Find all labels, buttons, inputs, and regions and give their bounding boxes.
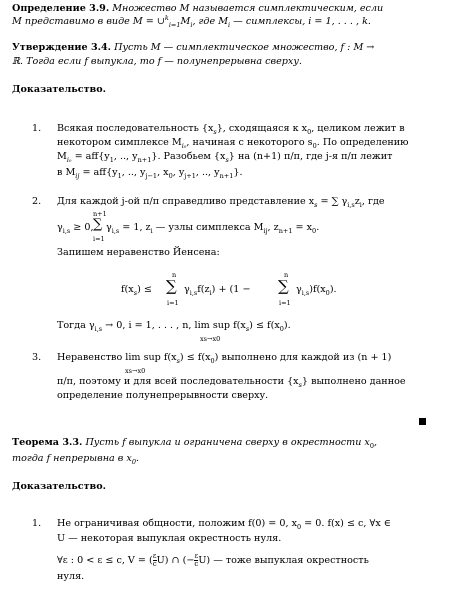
theorem-3-3-line-1 xyxy=(12,437,377,449)
item-text: = 1, z xyxy=(119,222,151,233)
sum-sign: ∑ xyxy=(93,217,103,232)
item-sub: i,s xyxy=(62,226,71,235)
item-sub: n+1 xyxy=(219,171,234,180)
item-sub: ij xyxy=(75,171,80,180)
item-text: = 0. f(x) ≤ c, ∀x ∈ xyxy=(301,518,391,529)
statement-text: Пусть M — симплектическое множество, f : M → xyxy=(114,42,375,53)
formula-text: ). xyxy=(329,284,337,295)
item-text: }. Разобьем {x xyxy=(151,151,226,162)
item-4-line-2: U — некоторая выпуклая окрестность нуля. xyxy=(57,533,282,544)
item-2-line-2b xyxy=(106,222,319,234)
sum-sign: ∑ xyxy=(166,277,177,295)
jensen-formula-part-a xyxy=(121,284,152,296)
item-2-line-4 xyxy=(57,320,291,332)
item-sub: i₀ xyxy=(181,141,187,150)
item-text: ) ≤ f(x xyxy=(179,352,211,363)
fraction-numerator: ε xyxy=(152,552,157,560)
item-text: = x xyxy=(292,222,313,233)
item-text: = aff{y xyxy=(79,167,118,178)
theorem-sub: 0 xyxy=(131,457,136,466)
item-text: = ∑ γ xyxy=(317,196,348,207)
item-sub: 0 xyxy=(312,141,317,150)
theorem-text: Пусть f выпукла и ограничена сверху в окрестности x xyxy=(85,437,370,448)
item-sub: i,s xyxy=(94,324,103,333)
item-text: ) ≤ f(x xyxy=(249,320,280,331)
sum-upper-limit: n+1 xyxy=(93,210,107,218)
item-text: , z xyxy=(267,222,279,233)
statement-3-4-line-2: ℝ. Тогда если f выпукла, то f — полунепрерывна сверху. xyxy=(12,56,302,67)
item-text: z xyxy=(354,196,360,207)
item-text: . По определению xyxy=(316,137,409,148)
sum-upper-limit: n xyxy=(284,271,289,279)
item-text: } выполнено данное xyxy=(301,376,406,387)
definition-sup: k xyxy=(164,13,169,22)
formula-sub: i xyxy=(209,288,212,297)
item-text: γ xyxy=(57,222,63,233)
item-text: ) выполнено для каждой из (n + 1) xyxy=(214,352,392,363)
formula-sub: i,s xyxy=(301,288,310,297)
proof-heading: Доказательство. xyxy=(12,481,106,492)
definition-3-9-line-2 xyxy=(12,13,371,29)
item-3-line-2 xyxy=(57,376,406,388)
item-text: , .., y xyxy=(113,151,138,162)
item-sub: 0 xyxy=(279,324,284,333)
item-text: Всякая последовательность {x xyxy=(57,123,214,134)
item-text: Не ограничивая общности, положим f(0) = 0, x xyxy=(57,518,297,529)
item-4-line-1 xyxy=(57,518,391,530)
item-4-line-4: нуля. xyxy=(57,571,85,582)
item-text: . xyxy=(316,222,320,233)
item-text: Для каждой j-ой п/п справедливо представление x xyxy=(57,196,315,207)
definition-sub: i xyxy=(228,20,231,29)
item-text: в M xyxy=(57,167,76,178)
jensen-formula-part-b xyxy=(184,284,251,296)
theorem-3-3-line-2 xyxy=(12,453,139,465)
item-text: → 0, i = 1, . . . , n, lim sup f(x xyxy=(102,320,246,331)
statement-3-4-line-1 xyxy=(12,42,374,54)
item-sub: 0 xyxy=(168,171,173,180)
item-text: , x xyxy=(157,167,169,178)
item-sub: 0 xyxy=(312,226,317,235)
item-sub: s xyxy=(225,155,229,164)
item-sub: s xyxy=(298,380,302,389)
item-sub: 0 xyxy=(296,522,302,531)
proof-heading: Доказательство. xyxy=(12,84,106,95)
sum-lower-limit: i=1 xyxy=(93,235,105,243)
item-1-line-1 xyxy=(57,123,405,135)
item-sub: i,s xyxy=(111,226,120,235)
item-sub: 1 xyxy=(109,155,114,164)
sum-lower-limit: i=1 xyxy=(279,299,291,307)
list-number: 2. xyxy=(32,196,42,207)
definition-sub: i=1 xyxy=(168,20,181,29)
definition-sub: i xyxy=(190,20,193,29)
formula-sub: 0 xyxy=(325,288,330,297)
item-text: , целиком лежит в xyxy=(311,123,405,134)
item-sub: s xyxy=(245,324,250,333)
sum-sign: ∑ xyxy=(278,277,289,295)
item-sub: i xyxy=(150,226,153,235)
definition-text: M xyxy=(180,16,191,27)
item-2-line-3: Запишем неравенство Йенсена: xyxy=(57,247,220,258)
item-1-line-3 xyxy=(57,151,392,163)
fraction-numerator: ε xyxy=(194,552,199,560)
item-sub: s xyxy=(176,356,180,365)
sum-lower-limit: i=1 xyxy=(167,299,179,307)
formula-text: γ xyxy=(296,284,302,295)
item-sub: 0 xyxy=(210,356,215,365)
item-sub: i₀ xyxy=(66,155,72,164)
fraction-denominator: c xyxy=(152,560,157,568)
item-text: γ xyxy=(106,222,112,233)
item-sub: i,s xyxy=(347,200,355,209)
item-text: M xyxy=(57,151,67,162)
item-sub: 0 xyxy=(307,127,312,136)
item-text: — узлы симплекса M xyxy=(152,222,264,233)
item-2-line-1 xyxy=(57,196,385,208)
theorem-sub: 0 xyxy=(369,441,374,450)
item-sub: ij xyxy=(263,226,268,235)
item-sub: n+1 xyxy=(278,226,293,235)
item-sub: j−1 xyxy=(145,171,158,180)
item-text: }. xyxy=(233,167,243,178)
theorem-label: Теорема 3.3. xyxy=(12,437,83,448)
list-number: 3. xyxy=(32,352,42,363)
item-4-line-3 xyxy=(57,553,369,568)
item-text: ∀ε : 0 < ε ≤ c, V = ( xyxy=(57,555,153,566)
item-text: , .., y xyxy=(195,167,220,178)
item-text: U) ∩ (− xyxy=(156,555,195,566)
formula-text: f(z xyxy=(197,284,210,295)
theorem-text: , xyxy=(373,437,378,448)
theorem-text: . xyxy=(135,453,140,464)
item-text: ≥ 0, xyxy=(70,222,94,233)
formula-sub: s xyxy=(133,288,138,297)
jensen-formula-part-c xyxy=(296,284,337,296)
formula-text: ) + (1 − xyxy=(211,284,251,295)
item-sub: 1 xyxy=(117,171,122,180)
item-text: , начиная с некоторого s xyxy=(186,137,313,148)
limit-subscript: xs→x0 xyxy=(125,367,146,375)
definition-text: — симплексы, i = 1, . . . , k. xyxy=(230,16,371,27)
formula-text: )f(x xyxy=(309,284,326,295)
formula-sub: i,s xyxy=(189,288,198,297)
item-sub: i xyxy=(359,200,362,209)
item-1-line-2 xyxy=(57,137,409,149)
fraction-denominator: c xyxy=(194,560,199,568)
statement-label: Утверждение 3.4. xyxy=(12,42,112,53)
formula-text: γ xyxy=(184,284,190,295)
item-sub: s xyxy=(213,127,217,136)
definition-text: M представимо в виде M = ∪ xyxy=(12,16,165,27)
definition-label: Определение 3.9. xyxy=(12,3,110,14)
item-3-line-3: определение полунепрерывности сверху. xyxy=(57,390,269,401)
item-text: , .., y xyxy=(121,167,146,178)
definition-3-9-line-1 xyxy=(12,3,383,15)
formula-text: f(x xyxy=(121,284,134,295)
item-text: U) — тоже выпуклая окрестность xyxy=(198,555,369,566)
limit-subscript: xs→x0 xyxy=(200,335,221,343)
item-text: Тогда γ xyxy=(57,320,95,331)
item-text: Неравенство lim sup f(x xyxy=(57,352,177,363)
item-1-line-4 xyxy=(57,167,243,179)
item-text: , y xyxy=(172,167,185,178)
formula-text: ) ≤ xyxy=(137,284,152,295)
item-text: }, сходящаяся к x xyxy=(216,123,308,134)
definition-text: Множество M называется симплектическим, если xyxy=(112,3,384,14)
theorem-text: тогда f непрерывна в x xyxy=(12,453,132,464)
item-text: , где xyxy=(361,196,385,207)
item-text: } на (n+1) п/п, где j-я п/п лежит xyxy=(228,151,393,162)
list-number: 1. xyxy=(32,123,42,134)
qed-square-icon xyxy=(419,418,426,425)
item-sub: n+1 xyxy=(137,155,152,164)
list-number: 1. xyxy=(32,518,42,529)
item-text: ). xyxy=(283,320,291,331)
item-text: п/п, поэтому и для всей последовательности {x xyxy=(57,376,299,387)
sum-upper-limit: n xyxy=(172,271,177,279)
item-sub: j+1 xyxy=(184,171,196,180)
item-text: некотором симплексе M xyxy=(57,137,182,148)
definition-text: , где M xyxy=(192,16,229,27)
item-3-line-1 xyxy=(57,352,391,364)
item-2-line-2 xyxy=(57,222,94,234)
item-sub: s xyxy=(314,200,318,209)
item-text: = aff{y xyxy=(71,151,110,162)
